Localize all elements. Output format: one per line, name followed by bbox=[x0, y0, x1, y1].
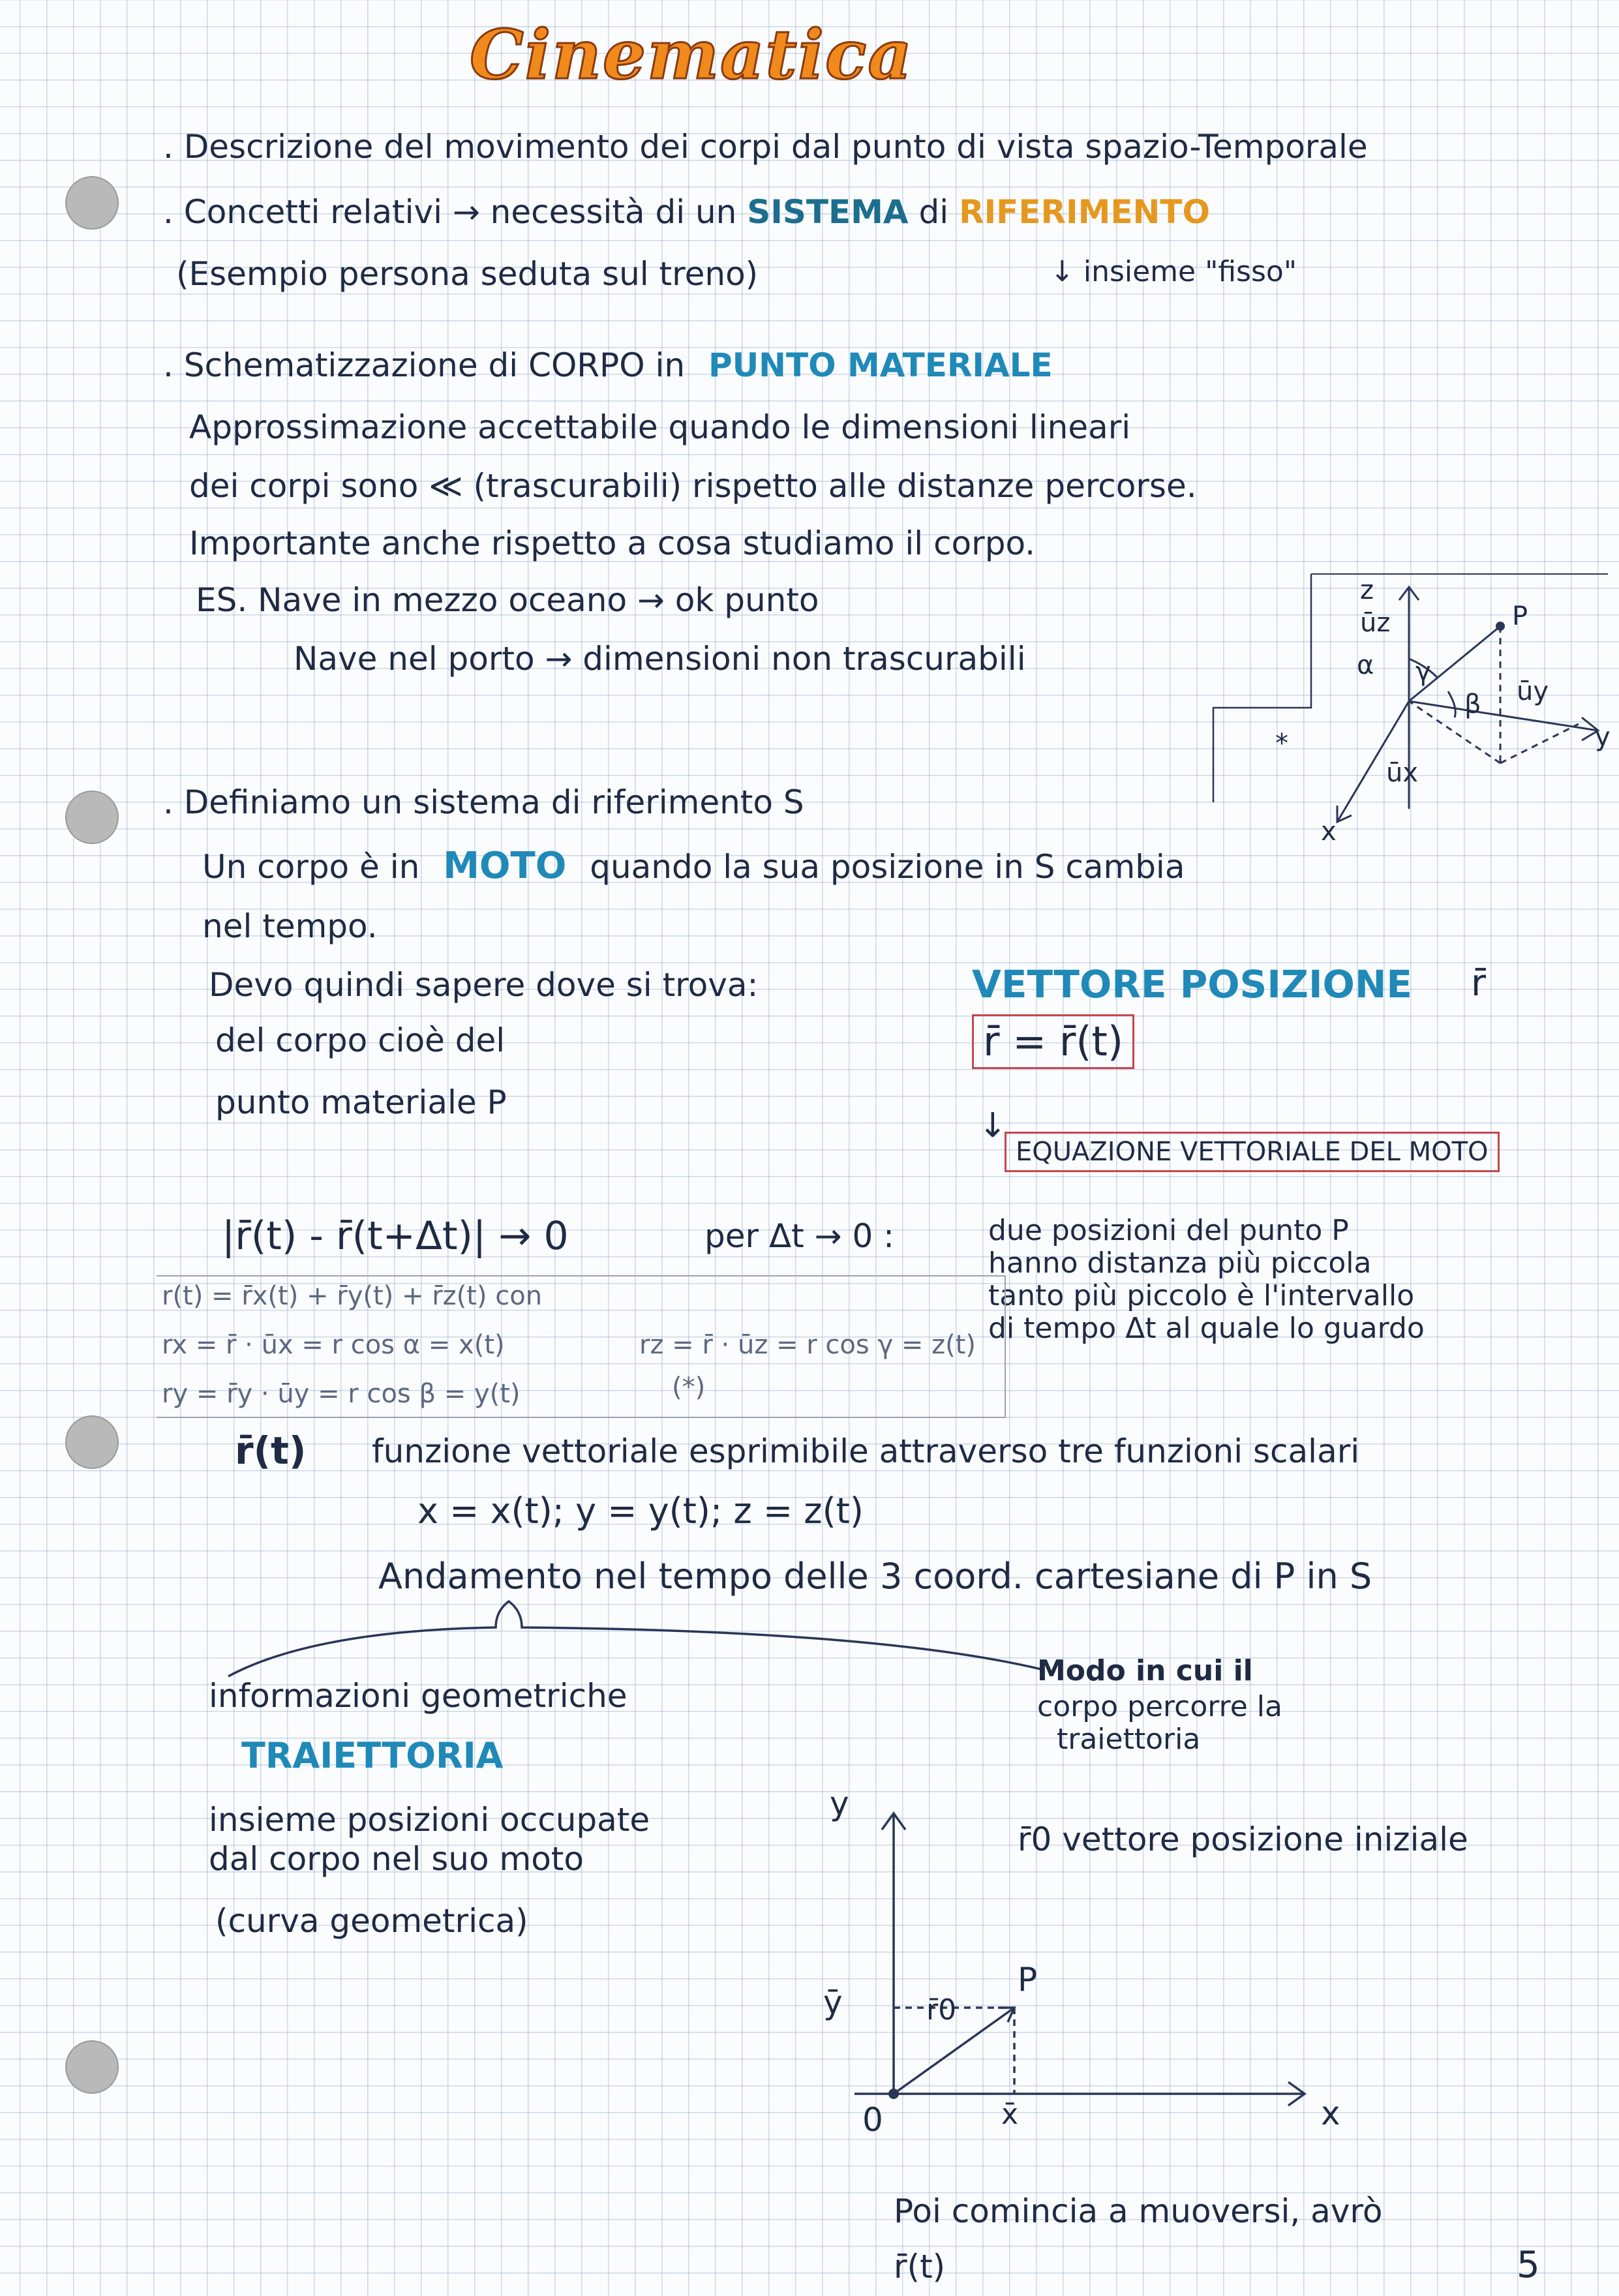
riferimento-label: RIFERIMENTO bbox=[959, 193, 1210, 231]
di-label: di bbox=[918, 193, 949, 231]
components-rz: rz = r̄ · ūz = r cos γ = z(t) bbox=[639, 1330, 976, 1360]
axes3d-x-label: x bbox=[1321, 817, 1337, 847]
info-geom: informazioni geometriche bbox=[209, 1677, 628, 1715]
funzione-coords: x = x(t); y = y(t); z = z(t) bbox=[417, 1490, 864, 1532]
axes3d-uz-label: ūz bbox=[1360, 608, 1391, 638]
components-rx: rx = r̄ · ūx = r cos α = x(t) bbox=[162, 1330, 505, 1360]
funzione-rt: r̄(t) bbox=[235, 1428, 307, 1473]
components-sum: r(t) = r̄x(t) + r̄y(t) + r̄z(t) con bbox=[162, 1281, 543, 1311]
graph-y-label: y bbox=[830, 1785, 849, 1822]
moto-line-3: nel tempo. bbox=[202, 907, 378, 945]
axes3d-star-label: * bbox=[1275, 729, 1288, 759]
arrow-down-icon: ↓ bbox=[978, 1106, 1007, 1145]
info-modo-3: traiettoria bbox=[1057, 1723, 1201, 1756]
intro-line-3: (Esempio persona seduta sul treno) bbox=[176, 255, 759, 293]
axes3d-beta-label: β bbox=[1464, 689, 1481, 719]
components-star: (*) bbox=[672, 1372, 706, 1402]
insieme-fisso-note: ↓ insieme "fisso" bbox=[1050, 255, 1297, 288]
graph-x-label: x bbox=[1321, 2094, 1340, 2132]
axes3d-uy-label: ūy bbox=[1517, 676, 1549, 706]
graph-r0-desc: r̄0 vettore posizione iniziale bbox=[1018, 1820, 1468, 1858]
footer-line-1: Poi comincia a muoversi, avrò bbox=[894, 2192, 1383, 2230]
components-ry: ry = r̄y · ūy = r cos β = y(t) bbox=[162, 1379, 521, 1409]
funzione-andamento: Andamento nel tempo delle 3 coord. cartesiane di P in S bbox=[378, 1556, 1372, 1597]
r-bar-symbol: r̄ bbox=[1471, 962, 1487, 1004]
moto-line-5: del corpo cioè del bbox=[215, 1021, 506, 1059]
axes3d-p-label: P bbox=[1512, 601, 1528, 631]
moto-label: MOTO bbox=[443, 845, 567, 887]
intro-line-2-prefix: . Concetti relativi → necessità di un bbox=[163, 193, 737, 231]
schema-line-6: Nave nel porto → dimensioni non trascurabili bbox=[294, 640, 1026, 678]
graph-xbar-label: x̄ bbox=[1001, 2098, 1019, 2131]
limit-note-4: di tempo Δt al quale lo guardo bbox=[988, 1312, 1425, 1345]
schema-line-2: Approssimazione accettabile quando le dimensioni lineari bbox=[189, 408, 1131, 446]
graph-origin-label: 0 bbox=[862, 2101, 883, 2139]
axes3d-ux-label: ūx bbox=[1386, 758, 1419, 788]
limit-note-2: hanno distanza più piccola bbox=[988, 1246, 1372, 1280]
limit-per: per Δt → 0 : bbox=[704, 1217, 894, 1255]
graph-ybar-label: ȳ bbox=[823, 1984, 843, 2021]
funzione-desc: funzione vettoriale esprimibile attraverso tre funzioni scalari bbox=[372, 1432, 1360, 1470]
moto-line-2-suffix: quando la sua posizione in S cambia bbox=[590, 848, 1185, 886]
info-modo-2: corpo percorre la bbox=[1037, 1690, 1282, 1723]
limit-note-1: due posizioni del punto P bbox=[988, 1214, 1349, 1247]
position-equation-box: r̄ = r̄(t) bbox=[972, 1014, 1134, 1069]
schema-line-3: dei corpi sono ≪ (trascurabili) rispetto alle distanze percorse. bbox=[189, 467, 1197, 505]
page-title: Cinematica bbox=[470, 14, 913, 95]
traiettoria-title: TRAIETTORIA bbox=[241, 1735, 504, 1776]
traiettoria-line-1: insieme posizioni occupate bbox=[209, 1801, 650, 1839]
traiettoria-line-3: (curva geometrica) bbox=[215, 1902, 528, 1940]
footer-line-2: r̄(t) bbox=[894, 2248, 946, 2286]
origin-dot bbox=[888, 2089, 899, 2099]
vettore-posizione-label: VETTORE POSIZIONE bbox=[972, 962, 1413, 1006]
axes3d-gamma-label: γ bbox=[1415, 657, 1431, 687]
vector-equation-box: EQUAZIONE VETTORIALE DEL MOTO bbox=[1005, 1132, 1500, 1172]
limit-note-3: tanto più piccolo è l'intervallo bbox=[988, 1279, 1415, 1312]
page-number: 5 bbox=[1517, 2244, 1540, 2286]
moto-line-4: Devo quindi sapere dove si trova: bbox=[209, 966, 759, 1004]
schema-line-4: Importante anche rispetto a cosa studiamo il corpo. bbox=[189, 524, 1036, 562]
axes3d-y-label: y bbox=[1595, 722, 1611, 752]
limit-expression: |r̄(t) - r̄(t+Δt)| → 0 bbox=[222, 1213, 569, 1259]
moto-line-6: punto materiale P bbox=[215, 1083, 507, 1121]
axes3d-z-label: z bbox=[1360, 575, 1374, 605]
info-modo-1-text: Modo in cui il bbox=[1037, 1654, 1253, 1687]
axes3d-alpha-label: α bbox=[1357, 650, 1374, 680]
schema-line-1-prefix: . Schematizzazione di CORPO in bbox=[163, 346, 686, 384]
moto-line-1: . Definiamo un sistema di riferimento S bbox=[163, 783, 804, 821]
punto-materiale-label: PUNTO MATERIALE bbox=[708, 346, 1053, 384]
graph-r0-label: r̄0 bbox=[926, 1993, 957, 2027]
schema-line-5: ES. Nave in mezzo oceano → ok punto bbox=[196, 581, 819, 619]
traiettoria-line-2: dal corpo nel suo moto bbox=[209, 1840, 584, 1878]
graph-p-label: P bbox=[1018, 1961, 1038, 1999]
intro-line-1: . Descrizione del movimento dei corpi dal punto di vista spazio-Temporale bbox=[163, 128, 1368, 166]
moto-line-2-prefix: Un corpo è in bbox=[202, 848, 420, 886]
sistema-label: SISTEMA bbox=[747, 193, 909, 231]
